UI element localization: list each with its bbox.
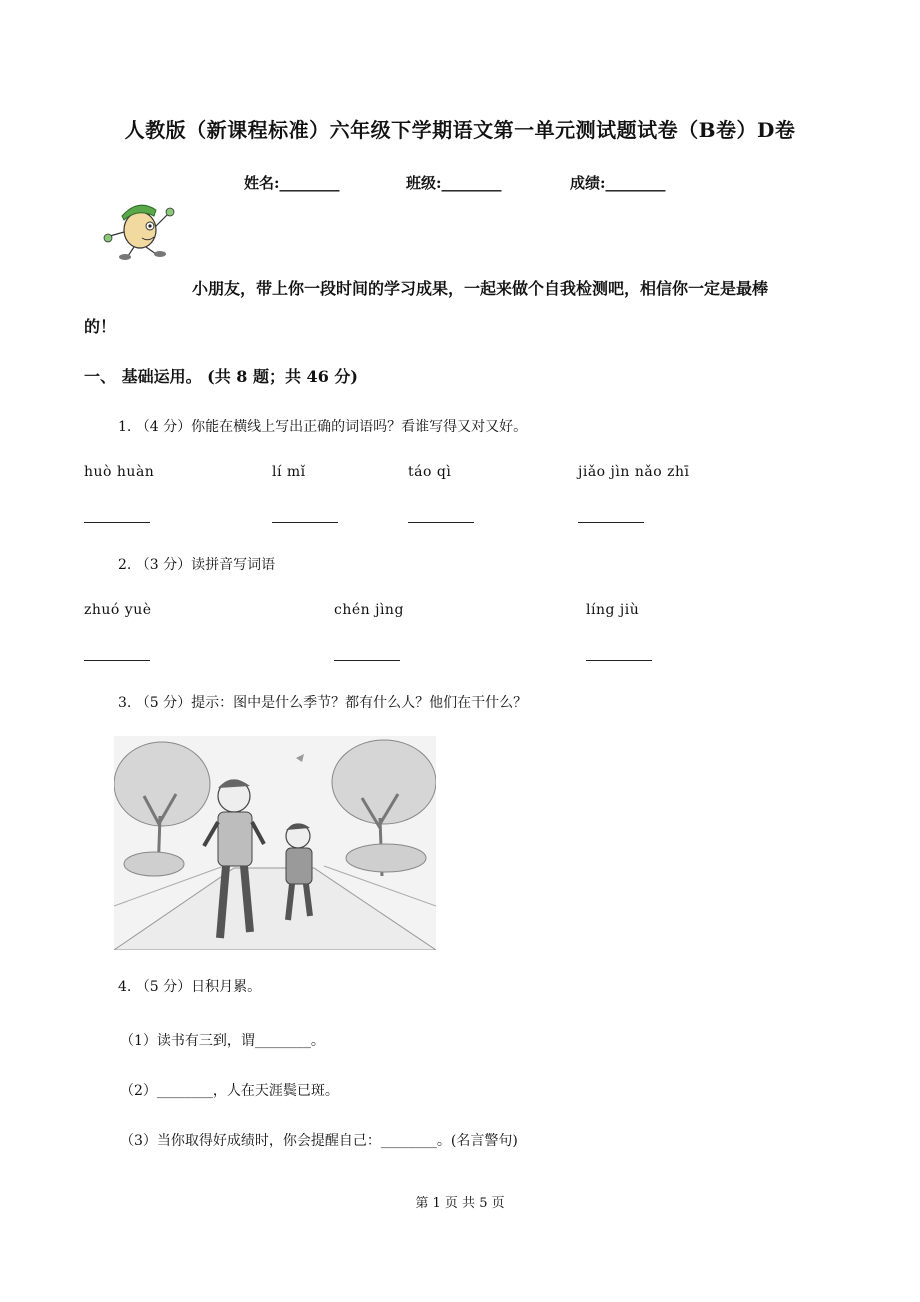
class-field: 班级:________ [406,174,502,192]
q4-item-1: （1）读书有三到，谓________。 [120,1033,325,1049]
question-4-prompt: 4. （5 分）日积月累。 [118,979,262,995]
q1-pinyin-3: táo qì [408,464,452,480]
running-illustration [114,736,436,950]
q2-answer-blank-1[interactable] [84,660,150,661]
q1-pinyin-1: huò huàn [84,464,155,480]
question-1-prompt: 1. （4 分）你能在横线上写出正确的词语吗？看谁写得又对又好。 [118,419,528,435]
question-3-prompt: 3. （5 分）提示：图中是什么季节？都有什么人？他们在干什么？ [118,695,528,711]
q1-answer-blank-4[interactable] [578,522,644,523]
page-title: 人教版（新课程标准）六年级下学期语文第一单元测试题试卷（B卷）D卷 [124,118,796,142]
q2-pinyin-2: chén jìng [334,602,404,618]
intro-line-2: 的！ [84,317,117,336]
q1-answer-blank-2[interactable] [272,522,338,523]
q4-item-3: （3）当你取得好成绩时，你会提醒自己：________。(名言警句) [120,1133,518,1149]
q1-answer-blank-1[interactable] [84,522,150,523]
page-footer: 第 1 页 共 5 页 [415,1196,505,1211]
q4-item-2: （2）________，人在天涯鬓已斑。 [120,1083,339,1099]
q2-pinyin-1: zhuó yuè [84,602,152,618]
name-field: 姓名:________ [244,174,340,192]
section-heading: 一、 基础运用。 (共 8 题；共 46 分) [84,367,358,386]
q1-pinyin-4: jiǎo jìn nǎo zhī [578,464,690,480]
q1-answer-blank-3[interactable] [408,522,474,523]
mascot-illustration [98,196,178,262]
q2-answer-blank-3[interactable] [586,660,652,661]
score-field: 成绩:________ [570,174,666,192]
q2-pinyin-3: líng jiù [586,602,640,618]
question-2-prompt: 2. （3 分）读拼音写词语 [118,557,276,573]
q1-pinyin-2: lí mǐ [272,464,306,480]
intro-line-1: 小朋友，带上你一段时间的学习成果，一起来做个自我检测吧，相信你一定是最棒 [192,279,769,298]
q2-answer-blank-2[interactable] [334,660,400,661]
